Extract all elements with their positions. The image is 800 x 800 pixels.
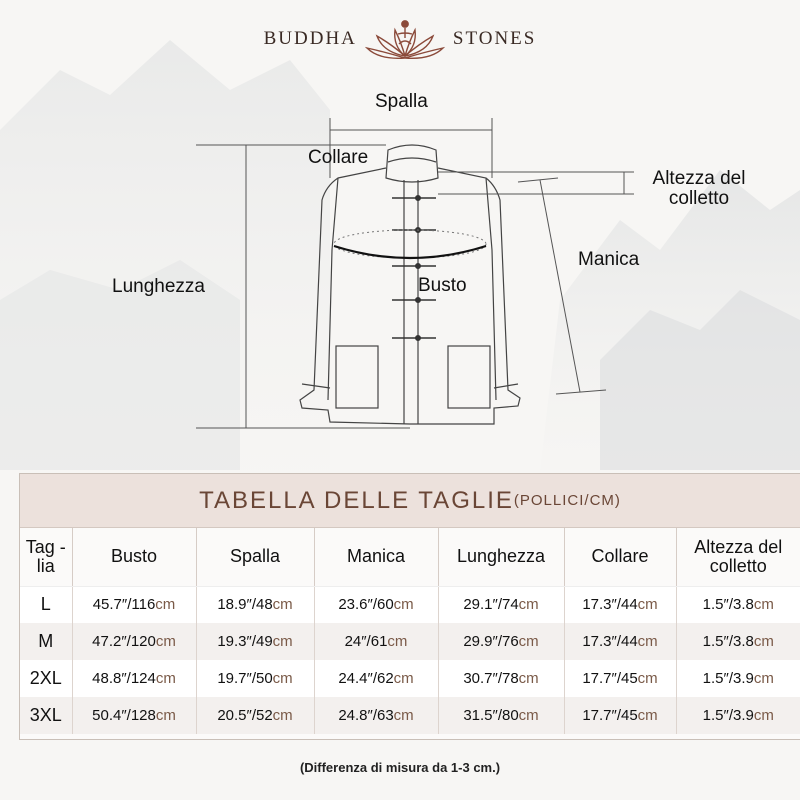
cell-value: 1.5″/3.9 xyxy=(702,707,754,724)
cell-unit: cm xyxy=(637,633,658,650)
label-length: Lunghezza xyxy=(112,276,205,297)
cell-length xyxy=(438,660,564,697)
cell-value: 48.8″/124 xyxy=(92,670,156,687)
cell-collar-height xyxy=(676,697,800,734)
label-sleeve: Manica xyxy=(578,249,640,270)
cell-value: 18.9″/48 xyxy=(217,596,273,614)
header-size: Tag -lia xyxy=(20,528,72,586)
size-table-title-text: TABELLA DELLE TAGLIE xyxy=(199,486,514,514)
frog-buttons xyxy=(392,196,436,340)
header-shoulder: Spalla xyxy=(196,528,314,586)
cell-value: 29.1″/74 xyxy=(463,596,519,614)
cell-value: 19.7″/50 xyxy=(217,670,273,687)
cell-unit: cm xyxy=(518,707,539,724)
cell-bust xyxy=(72,586,196,623)
cell-sleeve xyxy=(314,660,438,697)
cell-unit: cm xyxy=(272,670,293,687)
table-header-row xyxy=(20,528,800,586)
cell-unit: cm xyxy=(387,633,408,650)
brand-name-left: BUDDHA xyxy=(263,28,357,49)
cell-unit: cm xyxy=(753,707,774,724)
cell-collar-height xyxy=(676,660,800,697)
cell-bust xyxy=(72,660,196,697)
cell-sleeve xyxy=(314,697,438,734)
size-difference-note: (Differenza di misura da 1-3 cm.) xyxy=(299,760,501,775)
table-row xyxy=(20,660,800,697)
cell-unit: cm xyxy=(393,596,414,614)
cell-value: 50.4″/128 xyxy=(92,707,156,724)
label-shoulder: Spalla xyxy=(375,91,428,112)
cell-collar-height xyxy=(676,623,800,660)
cell-unit: cm xyxy=(155,670,176,687)
size-grid xyxy=(20,528,800,734)
cell-length xyxy=(438,586,564,623)
cell-bust xyxy=(72,623,196,660)
cell-unit: cm xyxy=(518,670,539,687)
cell-unit: cm xyxy=(518,596,539,614)
cell-value: 30.7″/78 xyxy=(463,670,519,687)
cell-unit: cm xyxy=(753,670,774,687)
header-length: Lunghezza xyxy=(438,528,564,586)
cell-unit: cm xyxy=(272,633,293,650)
cell-value: 1.5″/3.9 xyxy=(702,670,754,687)
cell-shoulder xyxy=(196,586,314,623)
table-row xyxy=(20,623,800,660)
cell-unit: cm xyxy=(272,707,293,724)
cell-collar xyxy=(564,623,676,660)
brand-name-right: STONES xyxy=(452,28,537,49)
cell-value: 17.7″/45 xyxy=(582,670,638,687)
cell-collar xyxy=(564,660,676,697)
size-table-title-unit: (POLLICI/CM) xyxy=(513,492,621,509)
cell-size: M xyxy=(20,623,72,660)
cell-unit: cm xyxy=(393,707,414,724)
cell-value: 1.5″/3.8 xyxy=(702,596,754,614)
cell-sleeve xyxy=(314,623,438,660)
cell-unit: cm xyxy=(753,596,774,614)
cell-shoulder xyxy=(196,660,314,697)
cell-value: 17.3″/44 xyxy=(582,633,638,650)
size-table xyxy=(19,473,800,740)
cell-unit: cm xyxy=(155,707,176,724)
cell-collar xyxy=(564,697,676,734)
jacket-diagram xyxy=(0,70,800,450)
cell-sleeve xyxy=(314,586,438,623)
cell-value: 24.8″/63 xyxy=(338,707,394,724)
cell-value: 20.5″/52 xyxy=(217,707,273,724)
lotus-meditation-icon xyxy=(365,16,445,62)
jacket-outline xyxy=(300,145,520,424)
cell-unit: cm xyxy=(637,707,658,724)
table-row xyxy=(20,586,800,623)
label-collar-height: Altezza del colletto xyxy=(652,168,746,209)
cell-shoulder xyxy=(196,697,314,734)
cell-bust xyxy=(72,697,196,734)
cell-unit: cm xyxy=(518,633,539,650)
cell-size: 3XL xyxy=(20,697,72,734)
brand-header xyxy=(0,14,800,64)
cell-collar-height xyxy=(676,586,800,623)
cell-value: 19.3″/49 xyxy=(217,633,273,650)
cell-value: 24.4″/62 xyxy=(338,670,394,687)
cell-unit: cm xyxy=(753,633,774,650)
cell-unit: cm xyxy=(272,596,293,614)
cell-shoulder xyxy=(196,623,314,660)
table-row xyxy=(20,697,800,734)
cell-size: 2XL xyxy=(20,660,72,697)
table-body xyxy=(20,586,800,734)
header-bust: Busto xyxy=(72,528,196,586)
cell-value: 1.5″/3.8 xyxy=(702,633,754,650)
cell-unit: cm xyxy=(393,670,414,687)
cell-value: 47.2″/120 xyxy=(92,633,156,650)
cell-unit: cm xyxy=(637,670,658,687)
cell-size: L xyxy=(20,586,72,623)
label-bust: Busto xyxy=(418,275,467,296)
cell-unit: cm xyxy=(155,633,176,650)
cell-unit: cm xyxy=(637,596,658,614)
cell-unit: cm xyxy=(155,596,176,614)
cell-value: 23.6″/60 xyxy=(338,596,394,614)
cell-value: 24″/61 xyxy=(344,633,388,650)
cell-length xyxy=(438,697,564,734)
cell-value: 29.9″/76 xyxy=(463,633,519,650)
cell-length xyxy=(438,623,564,660)
cell-value: 31.5″/80 xyxy=(463,707,519,724)
label-collar: Collare xyxy=(308,147,369,168)
cell-collar xyxy=(564,586,676,623)
cell-value: 45.7″/116 xyxy=(92,596,156,614)
header-collar-height: Altezza del colletto xyxy=(676,528,800,586)
cell-value: 17.7″/45 xyxy=(582,707,638,724)
header-collar: Collare xyxy=(564,528,676,586)
size-table-title xyxy=(20,474,800,528)
header-sleeve: Manica xyxy=(314,528,438,586)
cell-value: 17.3″/44 xyxy=(582,596,638,614)
